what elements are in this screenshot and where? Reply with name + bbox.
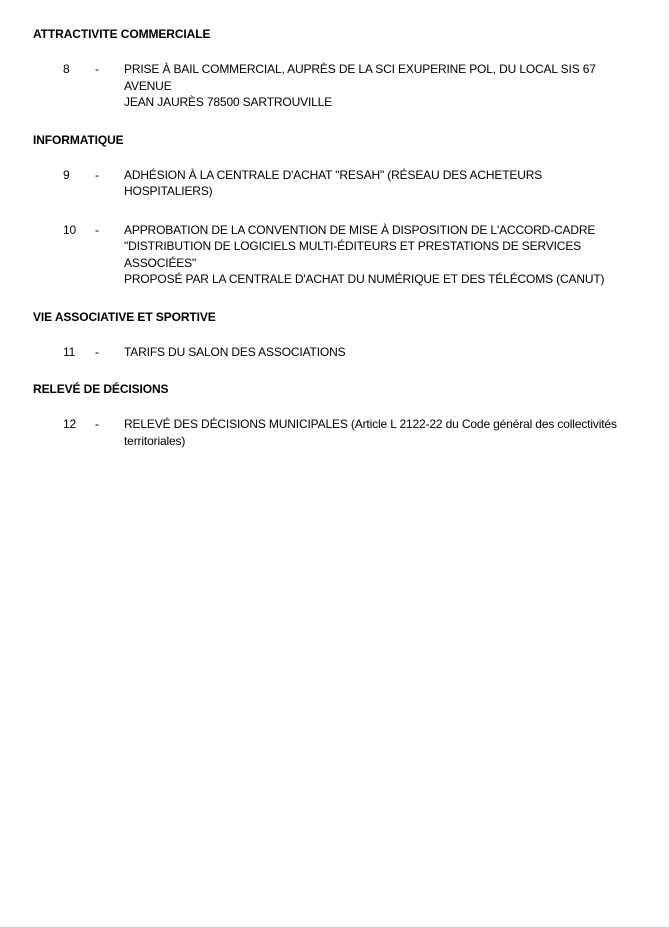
item-number: 8 [63, 62, 70, 76]
section-title: ATTRACTIVITE COMMERCIALE [33, 27, 211, 41]
section-attractivite-commerciale [33, 27, 623, 111]
item-dash: - [95, 344, 99, 359]
section-releve-decisions [33, 382, 623, 449]
section-informatique [33, 133, 623, 288]
item-text: RELEVÉ DES DÉCISIONS MUNICIPALES (Article L 2122-22 du Code général des collectivités territoriales) [124, 417, 617, 448]
item-number: 11 [63, 344, 76, 359]
section-title: VIE ASSOCIATIVE ET SPORTIVE [33, 309, 216, 324]
section-title: INFORMATIQUE [33, 132, 124, 147]
item-text: ADHÉSION À LA CENTRALE D'ACHAT "RESAH" (RÉSEAU DES ACHETEURS HOSPITALIERS) [124, 167, 543, 198]
agenda-item [33, 167, 623, 200]
agenda-item [33, 416, 623, 449]
item-number: 10 [63, 222, 77, 237]
agenda-content [33, 27, 623, 471]
item-text: TARIFS DU SALON DES ASSOCIATIONS [124, 344, 346, 359]
item-dash: - [95, 417, 99, 431]
item-dash: - [95, 62, 99, 76]
item-text: APPROBATION DE LA CONVENTION DE MISE À DISPOSITION DE L'ACCORD-CADRE "DISTRIBUTION DE LOGICIELS MULTI-ÉDITEURS ET PRESTATIONS DE SERVICES ASSOCIÉES" PROPOSÉ PAR LA CENTRALE D'ACHAT DU NUMÉRIQUE ET DES TÉLÉCOMS (CANUT) [124, 222, 605, 286]
item-number: 9 [63, 167, 70, 182]
agenda-item [33, 61, 623, 111]
section-title: RELEVÉ DE DÉCISIONS [33, 382, 169, 396]
item-dash: - [95, 222, 99, 237]
section-vie-associative [33, 310, 623, 361]
item-text: PRISE À BAIL COMMERCIAL, AUPRÈS DE LA SCI EXUPERINE POL, DU LOCAL SIS 67 AVENUE JEAN JAURÈS 78500 SARTROUVILLE [124, 62, 596, 109]
item-dash: - [95, 167, 99, 182]
agenda-item [33, 222, 623, 288]
agenda-item [33, 344, 623, 361]
item-number: 12 [63, 417, 77, 431]
